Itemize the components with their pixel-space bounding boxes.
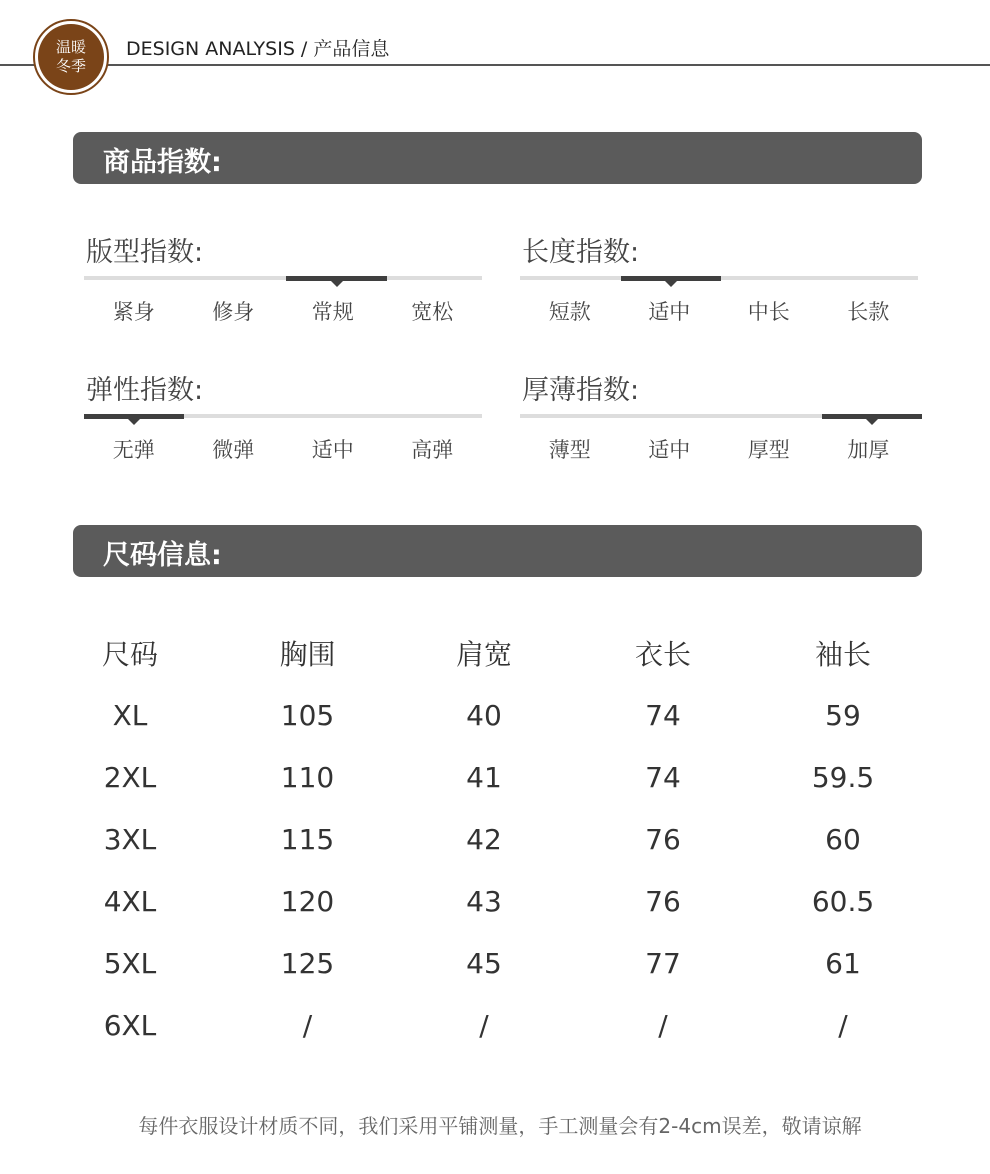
table-cell: 125 bbox=[280, 946, 335, 980]
option-label: 微弹 bbox=[212, 438, 255, 462]
index-length-pointer-icon bbox=[665, 281, 677, 287]
table-row bbox=[40, 684, 940, 746]
table-row bbox=[40, 994, 940, 1056]
option-label: 中长 bbox=[747, 300, 790, 324]
option-label: 高弹 bbox=[411, 438, 454, 462]
table-cell: 59 bbox=[825, 698, 861, 732]
option-label: 适中 bbox=[311, 438, 354, 462]
size-table bbox=[40, 622, 940, 1056]
table-cell: 3XL bbox=[103, 822, 157, 856]
section-bar-size-info bbox=[73, 525, 922, 577]
table-cell: / bbox=[658, 1008, 668, 1042]
table-cell: 60 bbox=[825, 822, 861, 856]
table-cell: / bbox=[302, 1008, 313, 1042]
index-thickness-title: 厚薄指数: bbox=[522, 375, 640, 406]
table-cell: 60.5 bbox=[811, 884, 875, 918]
badge-line1: 温暖 bbox=[55, 38, 86, 56]
badge-line2: 冬季 bbox=[55, 57, 86, 75]
table-cell: 40 bbox=[466, 698, 502, 732]
table-cell: / bbox=[838, 1008, 848, 1042]
table-cell: 115 bbox=[280, 822, 335, 856]
page-title: DESIGN ANALYSIS / 产品信息 bbox=[126, 38, 390, 60]
table-header-cell: 袖长 bbox=[814, 638, 871, 671]
table-header-row bbox=[40, 622, 940, 684]
section-bar-product-index bbox=[73, 132, 922, 184]
table-row bbox=[40, 932, 940, 994]
index-length-title: 长度指数: bbox=[522, 237, 640, 268]
table-cell: 41 bbox=[466, 760, 502, 794]
table-cell: 105 bbox=[280, 698, 335, 732]
table-cell: 43 bbox=[466, 884, 502, 918]
table-cell: 76 bbox=[645, 884, 681, 918]
table-row bbox=[40, 808, 940, 870]
index-fit-title: 版型指数: bbox=[86, 237, 204, 268]
table-cell: 76 bbox=[645, 822, 681, 856]
table-row bbox=[40, 870, 940, 932]
index-fit-indicator bbox=[286, 276, 387, 281]
option-label: 无弹 bbox=[112, 438, 155, 462]
index-thickness-track bbox=[520, 414, 918, 418]
section-title-size-info: 尺码信息: bbox=[103, 540, 222, 571]
table-cell: 120 bbox=[280, 884, 335, 918]
table-cell: 59.5 bbox=[811, 760, 875, 794]
table-cell: 61 bbox=[825, 946, 861, 980]
table-cell: XL bbox=[112, 698, 148, 732]
index-elasticity-options bbox=[84, 434, 482, 464]
index-elasticity-indicator bbox=[84, 414, 184, 419]
index-length-options bbox=[520, 296, 918, 326]
index-fit-pointer-icon bbox=[331, 281, 343, 287]
table-cell: 4XL bbox=[103, 884, 157, 918]
table-cell: / bbox=[479, 1008, 489, 1042]
table-cell: 2XL bbox=[103, 760, 157, 794]
table-cell: 6XL bbox=[103, 1008, 157, 1042]
table-cell: 74 bbox=[645, 698, 681, 732]
option-label: 薄型 bbox=[548, 438, 591, 462]
option-label: 厚型 bbox=[747, 438, 790, 462]
table-cell: 110 bbox=[280, 760, 335, 794]
index-thickness-indicator bbox=[822, 414, 922, 419]
index-length-track bbox=[520, 276, 918, 280]
table-cell: 77 bbox=[645, 946, 681, 980]
table-row bbox=[40, 746, 940, 808]
table-header-cell: 胸围 bbox=[279, 638, 336, 671]
option-label: 宽松 bbox=[411, 300, 454, 324]
option-label: 短款 bbox=[548, 300, 591, 324]
option-label: 加厚 bbox=[847, 438, 890, 462]
index-elasticity-track bbox=[84, 414, 482, 418]
table-cell: 5XL bbox=[103, 946, 157, 980]
index-thickness-options bbox=[520, 434, 918, 464]
table-cell: 74 bbox=[645, 760, 681, 794]
index-elasticity-title: 弹性指数: bbox=[86, 375, 204, 406]
index-fit-track bbox=[84, 276, 482, 280]
measurement-note: 每件衣服设计材质不同，我们采用平铺测量，手工测量会有2-4cm误差，敬请谅解 bbox=[138, 1114, 862, 1138]
header-divider bbox=[0, 64, 990, 66]
section-title-product-index: 商品指数: bbox=[103, 147, 222, 178]
table-header-cell: 尺码 bbox=[101, 638, 158, 671]
season-badge bbox=[38, 24, 104, 90]
option-label: 修身 bbox=[212, 300, 255, 324]
table-header-cell: 肩宽 bbox=[455, 638, 512, 671]
index-elasticity-pointer-icon bbox=[128, 419, 140, 425]
option-label: 适中 bbox=[648, 300, 691, 324]
table-cell: 45 bbox=[466, 946, 502, 980]
option-label: 适中 bbox=[648, 438, 691, 462]
table-cell: 42 bbox=[466, 822, 502, 856]
option-label: 常规 bbox=[311, 300, 354, 324]
index-thickness-pointer-icon bbox=[866, 419, 878, 425]
option-label: 长款 bbox=[847, 300, 890, 324]
index-fit-options bbox=[84, 296, 482, 326]
table-header-cell: 衣长 bbox=[634, 638, 691, 671]
option-label: 紧身 bbox=[112, 300, 155, 324]
index-length-indicator bbox=[621, 276, 721, 281]
